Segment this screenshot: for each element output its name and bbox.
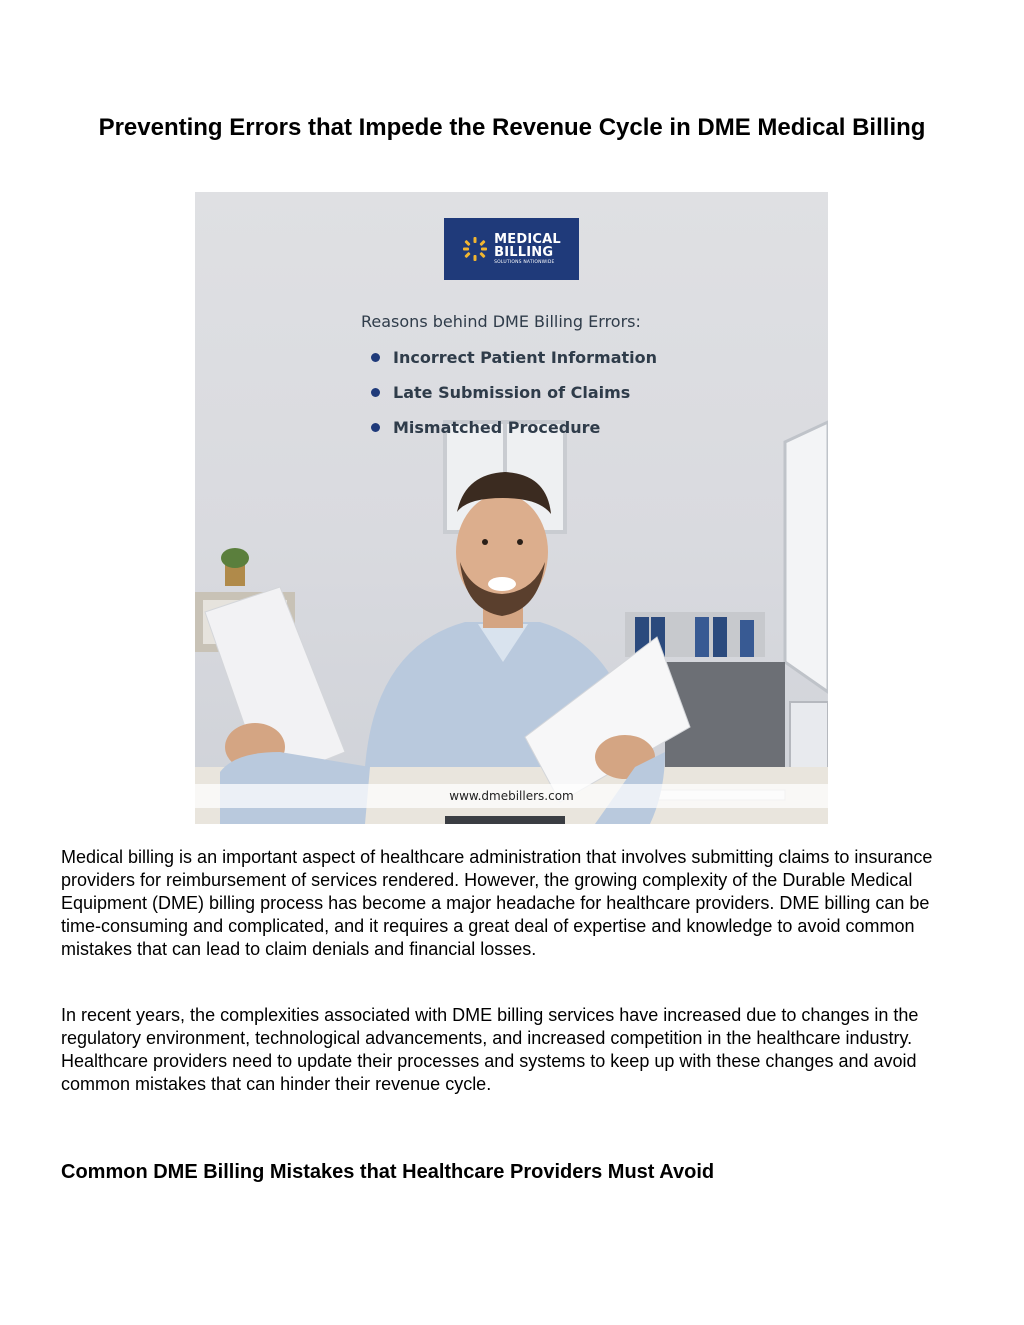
reasons-list — [371, 340, 657, 445]
medical-billing-logo — [444, 218, 579, 280]
reason-text: Mismatched Procedure — [393, 418, 601, 437]
reason-item — [371, 410, 657, 445]
body-paragraph: In recent years, the complexities associated with DME billing services have increased due to changes in the regulatory environment, technological advancements, and increased competition in the healthcare industry. Healthcare providers need to update their processes and systems to keep up with these changes and avoid common mistakes that can hinder their revenue cycle. — [61, 1005, 919, 1094]
intro-paragraph: Medical billing is an important aspect of healthcare administration that involves submitting claims to insurance providers for reimbursement of services rendered. However, the growing complexity of the Durable Medical Equipment (DME) billing process has become a major headache for healthcare providers. DME billing can be time-consuming and complicated, and it requires a great deal of expertise and knowledge to avoid common mistakes that can lead to claim denials and financial losses. — [61, 847, 933, 959]
logo-text-line1: MEDICAL — [494, 231, 561, 247]
starburst-logo-icon — [462, 236, 488, 262]
logo-text-line2: BILLING — [494, 244, 554, 260]
website-url: www.dmebillers.com — [449, 789, 574, 803]
reason-item — [371, 375, 657, 410]
reason-text: Late Submission of Claims — [393, 383, 631, 402]
section-heading: Common DME Billing Mistakes that Healthcare Providers Must Avoid — [61, 1161, 715, 1183]
page-title: Preventing Errors that Impede the Revenue Cycle in DME Medical Billing — [98, 114, 926, 141]
bullet-icon — [371, 388, 380, 397]
bullet-icon — [371, 423, 380, 432]
reason-item — [371, 340, 657, 375]
reasons-heading: Reasons behind DME Billing Errors: — [361, 312, 641, 331]
logo-text-tagline: SOLUTIONS NATIONWIDE — [494, 259, 555, 265]
office-scene-illustration — [195, 192, 828, 824]
website-url-bar — [195, 784, 828, 808]
reason-text: Incorrect Patient Information — [393, 348, 658, 367]
hero-image — [195, 192, 828, 824]
bullet-icon — [371, 353, 380, 362]
